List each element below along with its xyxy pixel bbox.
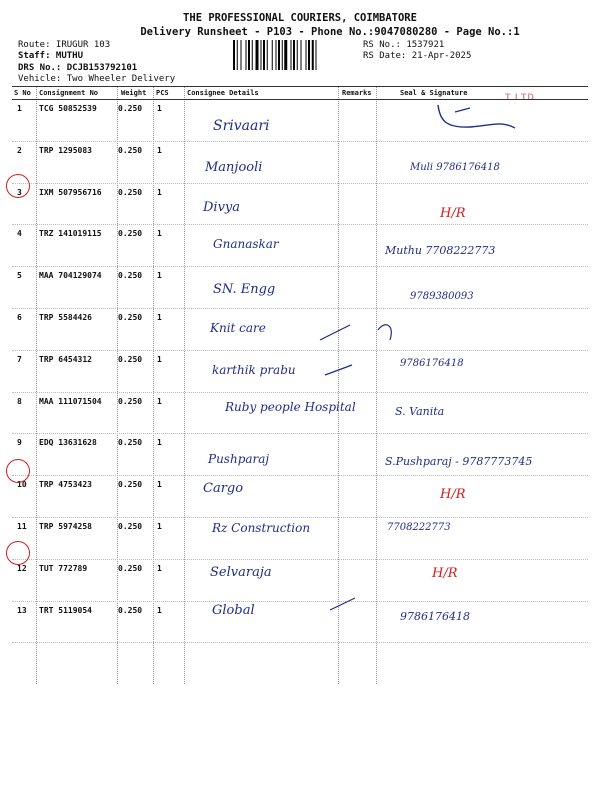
row-consignment: TRP 1295083 — [39, 145, 92, 155]
row-weight: 0.250 — [118, 605, 143, 615]
row-pcs: 1 — [157, 438, 162, 448]
signature-handwriting: H/R — [440, 206, 466, 221]
row-sno: 1 — [17, 104, 22, 113]
row-sno: 12 — [17, 563, 27, 573]
col-remarks: Remarks — [342, 89, 372, 97]
consignee-handwriting: SN. Engg — [213, 282, 276, 297]
row-pcs: 1 — [157, 229, 162, 239]
row-pcs: 1 — [157, 563, 162, 573]
signature-handwriting: S. Vanita — [395, 405, 445, 418]
row-weight: 0.250 — [118, 271, 143, 281]
circle-mark — [6, 541, 30, 565]
consignee-handwriting: Selvaraja — [210, 565, 272, 580]
row-consignment: TUT 772789 — [39, 563, 88, 573]
row-consignment: TRP 4753423 — [39, 480, 92, 490]
row-weight: 0.250 — [118, 187, 143, 197]
vehicle-label: Vehicle: Two Wheeler Delivery — [18, 74, 176, 84]
row-sno: 3 — [17, 187, 22, 197]
row-consignment: IXM 507956716 — [39, 187, 102, 197]
row-consignment: TRP 5974258 — [39, 521, 92, 531]
row-sno: 9 — [17, 438, 22, 448]
row-consignment: EDQ 13631628 — [39, 438, 97, 448]
row-sno: 2 — [17, 145, 22, 155]
row-weight: 0.250 — [118, 354, 143, 364]
row-sno: 10 — [17, 480, 27, 490]
circle-mark — [6, 459, 30, 483]
consignee-handwriting: Gnanaskar — [213, 237, 279, 251]
drs-number: DRS No.: DCJB153792101 — [18, 63, 138, 73]
signature-handwriting: H/R — [432, 566, 458, 581]
row-sno: 5 — [17, 271, 22, 281]
row-sno: 13 — [17, 605, 27, 615]
row-sno: 6 — [17, 312, 22, 322]
consignee-handwriting: Srivaari — [213, 118, 270, 134]
signature-handwriting: Muthu 7708222773 — [385, 244, 496, 257]
company-title: THE PROFESSIONAL COURIERS, COIMBATORE — [183, 12, 417, 24]
row-sno: 4 — [17, 229, 22, 239]
signature-handwriting: H/R — [440, 487, 466, 502]
row-sno: 8 — [17, 396, 22, 406]
rs-number: RS No.: 1537921 — [363, 40, 445, 50]
consignee-handwriting: Cargo — [203, 481, 244, 496]
row-pcs: 1 — [157, 271, 162, 281]
rs-date: RS Date: 21-Apr-2025 — [363, 51, 472, 61]
row-pcs: 1 — [157, 396, 162, 406]
signature-handwriting: 7708222773 — [387, 522, 451, 533]
row-pcs: 1 — [157, 480, 162, 490]
row-weight: 0.250 — [118, 521, 143, 531]
row-consignment: TCG 50852539 — [39, 104, 97, 113]
row-weight: 0.250 — [118, 312, 143, 322]
row-weight: 0.250 — [118, 104, 143, 113]
consignee-handwriting: Global — [212, 603, 255, 618]
runsheet-title: Delivery Runsheet - P103 - Phone No.:9047080280 - Page No.:1 — [140, 26, 520, 38]
route-label: Route: IRUGUR 103 — [18, 40, 111, 50]
circle-mark — [6, 174, 30, 198]
row-pcs: 1 — [157, 521, 162, 531]
row-pcs: 1 — [157, 104, 162, 113]
col-consignee: Consignee Details — [187, 89, 259, 97]
col-sno: S No — [14, 89, 31, 97]
row-weight: 0.250 — [118, 480, 143, 490]
consignee-handwriting: Ruby people Hospital — [225, 400, 356, 414]
row-weight: 0.250 — [118, 145, 143, 155]
signature-handwriting: 9786176418 — [400, 358, 464, 369]
consignee-handwriting: Pushparaj — [208, 452, 270, 466]
consignee-handwriting: Manjooli — [205, 160, 263, 175]
consignee-handwriting: Divya — [203, 200, 241, 215]
row-consignment: MAA 704129074 — [39, 271, 102, 281]
signature-handwriting: Muli 9786176418 — [410, 162, 500, 173]
col-pcs: PCS — [156, 89, 169, 97]
staff-label: Staff: MUTHU — [18, 51, 84, 61]
row-pcs: 1 — [157, 145, 162, 155]
consignee-handwriting: karthik prabu — [212, 363, 296, 377]
col-consignment: Consignment No — [39, 89, 99, 97]
row-consignment: TRZ 141019115 — [39, 229, 102, 239]
signature-handwriting: 9786176418 — [400, 610, 470, 623]
col-seal: Seal & Signature — [400, 89, 468, 97]
row-weight: 0.250 — [118, 229, 143, 239]
row-pcs: 1 — [157, 354, 162, 364]
row-weight: 0.250 — [118, 396, 143, 406]
row-pcs: 1 — [157, 187, 162, 197]
row-weight: 0.250 — [118, 438, 143, 448]
row-pcs: 1 — [157, 605, 162, 615]
row-sno: 7 — [17, 354, 22, 364]
row-consignment: TRP 5584426 — [39, 312, 92, 322]
row-weight: 0.250 — [118, 563, 143, 573]
row-consignment: TRT 5119054 — [39, 605, 92, 615]
consignee-handwriting: Knit care — [210, 321, 266, 335]
col-weight: Weight — [121, 89, 147, 97]
row-consignment: MAA 111071504 — [39, 396, 102, 406]
row-consignment: TRP 6454312 — [39, 354, 92, 364]
signature-handwriting: S.Pushparaj - 9787773745 — [385, 455, 533, 468]
row-sno: 11 — [17, 521, 27, 531]
company-stamp: T LTD — [505, 92, 535, 102]
row-pcs: 1 — [157, 312, 162, 322]
signature-handwriting: 9789380093 — [410, 291, 474, 302]
consignee-handwriting: Rz Construction — [212, 521, 311, 535]
